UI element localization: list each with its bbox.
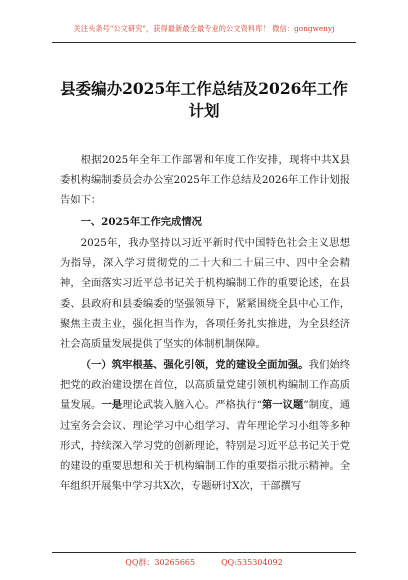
footer-qq-number: QQ:535304092 [221, 558, 283, 567]
footer-qq-group: QQ群：30265665 [125, 558, 196, 567]
header-divider [52, 42, 356, 43]
subsection-1-paragraph [60, 355, 350, 496]
header-promo-note: 关注头条号"公文研究"，获得最新最全最专业的公文资料库！ 微信：gongwenyj [73, 24, 335, 33]
subsection-1-emphasis: 第一议题 [261, 399, 304, 412]
section-1-paragraph: 2025年，我办坚持以习近平新时代中国特色社会主义思想为指导，深入学习贯彻党的二十大和二十届三中、四中全会精神，全面落实习近平总书记关于机构编制工作的重要论述，在县委、县政府和县委编委的坚强领导下，紧紧围绕全县中心工作，聚焦主责主业，强化担当作为，各项任务扎实推进，为全县经济社会高质量发展提供了坚实的体制机制保障。 [60, 237, 350, 351]
document-title: 县委编办2025年工作总结及2026年工作计划 [60, 79, 348, 120]
footer-divider [52, 552, 356, 553]
intro-paragraph: 根据2025年全年工作部署和年度工作安排，现将中共X县委机构编制委员会办公室2025年工作总结及2026年工作计划报告如下： [60, 154, 350, 207]
subsection-1-heading: （一）筑牢根基、强化引领，党的建设全面加强。 [80, 359, 309, 371]
subsection-1-text-e: ”制度，通过室务会会议、理论学习中心组学习、青年理论学习小组等多种形式，持续深入学习党的创新理论，特别是习近平总书记关于党的建设的重要思想和关于机构编制工作的重要指示批示精神。全年组织开展集中学习共X次，专题研讨X次，干部撰写 [60, 399, 351, 493]
subsection-1-text-c: 理论武装入脑入心。严格执行“ [122, 399, 262, 412]
footer-contact [0, 557, 408, 568]
section-heading-1: 一、2025年工作完成情况 [80, 216, 202, 228]
subsection-1-point-label: 一是 [101, 399, 123, 412]
subsection-1-text-a: 我们始终把党的政治建设摆在首位，以高质量党建引领机构编制工作高质量发展。 [60, 359, 350, 412]
